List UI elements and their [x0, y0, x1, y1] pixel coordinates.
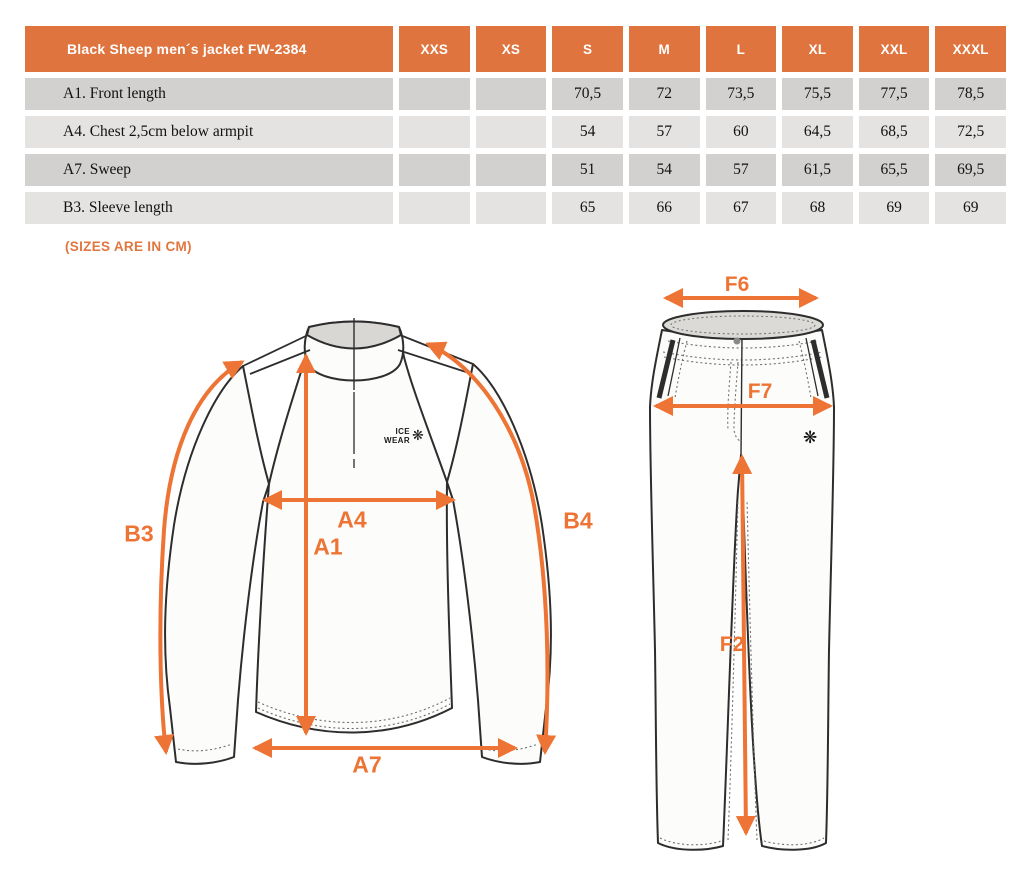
measurement-value: 73,5 — [706, 78, 777, 110]
label-F6: F6 — [724, 273, 750, 296]
measurement-value: 78,5 — [935, 78, 1006, 110]
table-title: Black Sheep men´s jacket FW-2384 — [25, 26, 393, 72]
measurement-value: 57 — [706, 154, 777, 186]
size-column-header: XS — [476, 26, 547, 72]
measurement-value: 68,5 — [859, 116, 930, 148]
measurement-value: 69 — [859, 192, 930, 224]
size-column-header: XXL — [859, 26, 930, 72]
measurement-value: 72 — [629, 78, 700, 110]
jacket-right-sleeve — [447, 364, 551, 764]
measurement-value: 70,5 — [552, 78, 623, 110]
waistband — [663, 311, 823, 339]
measurement-label: A1. Front length — [25, 78, 393, 110]
jacket-left-sleeve — [165, 366, 269, 764]
measurement-value: 67 — [706, 192, 777, 224]
units-note: (SIZES ARE IN CM) — [65, 239, 192, 254]
size-column-header: XXS — [399, 26, 470, 72]
snowflake-icon: ❋ — [412, 428, 424, 444]
logo-line2: WEAR — [384, 436, 411, 445]
size-column-header: S — [552, 26, 623, 72]
measurement-label: A4. Chest 2,5cm below armpit — [25, 116, 393, 148]
size-column-header: XL — [782, 26, 853, 72]
label-F7: F7 — [747, 380, 773, 403]
measurement-value: 69 — [935, 192, 1006, 224]
measurement-value: 69,5 — [935, 154, 1006, 186]
size-column-header: XXXL — [935, 26, 1006, 72]
label-A1: A1 — [313, 533, 343, 560]
measurement-value: 72,5 — [935, 116, 1006, 148]
measurement-value: 68 — [782, 192, 853, 224]
size-column-header: L — [706, 26, 777, 72]
label-A7: A7 — [352, 751, 382, 778]
measurement-value: 54 — [629, 154, 700, 186]
waist-button — [734, 338, 741, 345]
measurement-value: 65 — [552, 192, 623, 224]
icewear-logo — [384, 427, 424, 445]
label-B4: B4 — [563, 507, 593, 534]
measurement-value: 60 — [706, 116, 777, 148]
pants-snowflake-icon: ❋ — [803, 428, 818, 448]
measurement-value: 75,5 — [782, 78, 853, 110]
measurement-value: 77,5 — [859, 78, 930, 110]
measurement-value: 54 — [552, 116, 623, 148]
measurement-label: A7. Sweep — [25, 154, 393, 186]
measurement-value: 57 — [629, 116, 700, 148]
measurement-value: 51 — [552, 154, 623, 186]
measurement-value: 66 — [629, 192, 700, 224]
measurement-value: 61,5 — [782, 154, 853, 186]
measurement-value: 64,5 — [782, 116, 853, 148]
measurement-label: B3. Sleeve length — [25, 192, 393, 224]
size-column-header: M — [629, 26, 700, 72]
logo-line1: ICE — [395, 427, 411, 436]
jacket-drawing — [165, 318, 551, 764]
measurement-value: 65,5 — [859, 154, 930, 186]
label-A4: A4 — [337, 506, 367, 533]
label-B3: B3 — [124, 520, 154, 547]
label-F2: F2 — [719, 633, 745, 656]
